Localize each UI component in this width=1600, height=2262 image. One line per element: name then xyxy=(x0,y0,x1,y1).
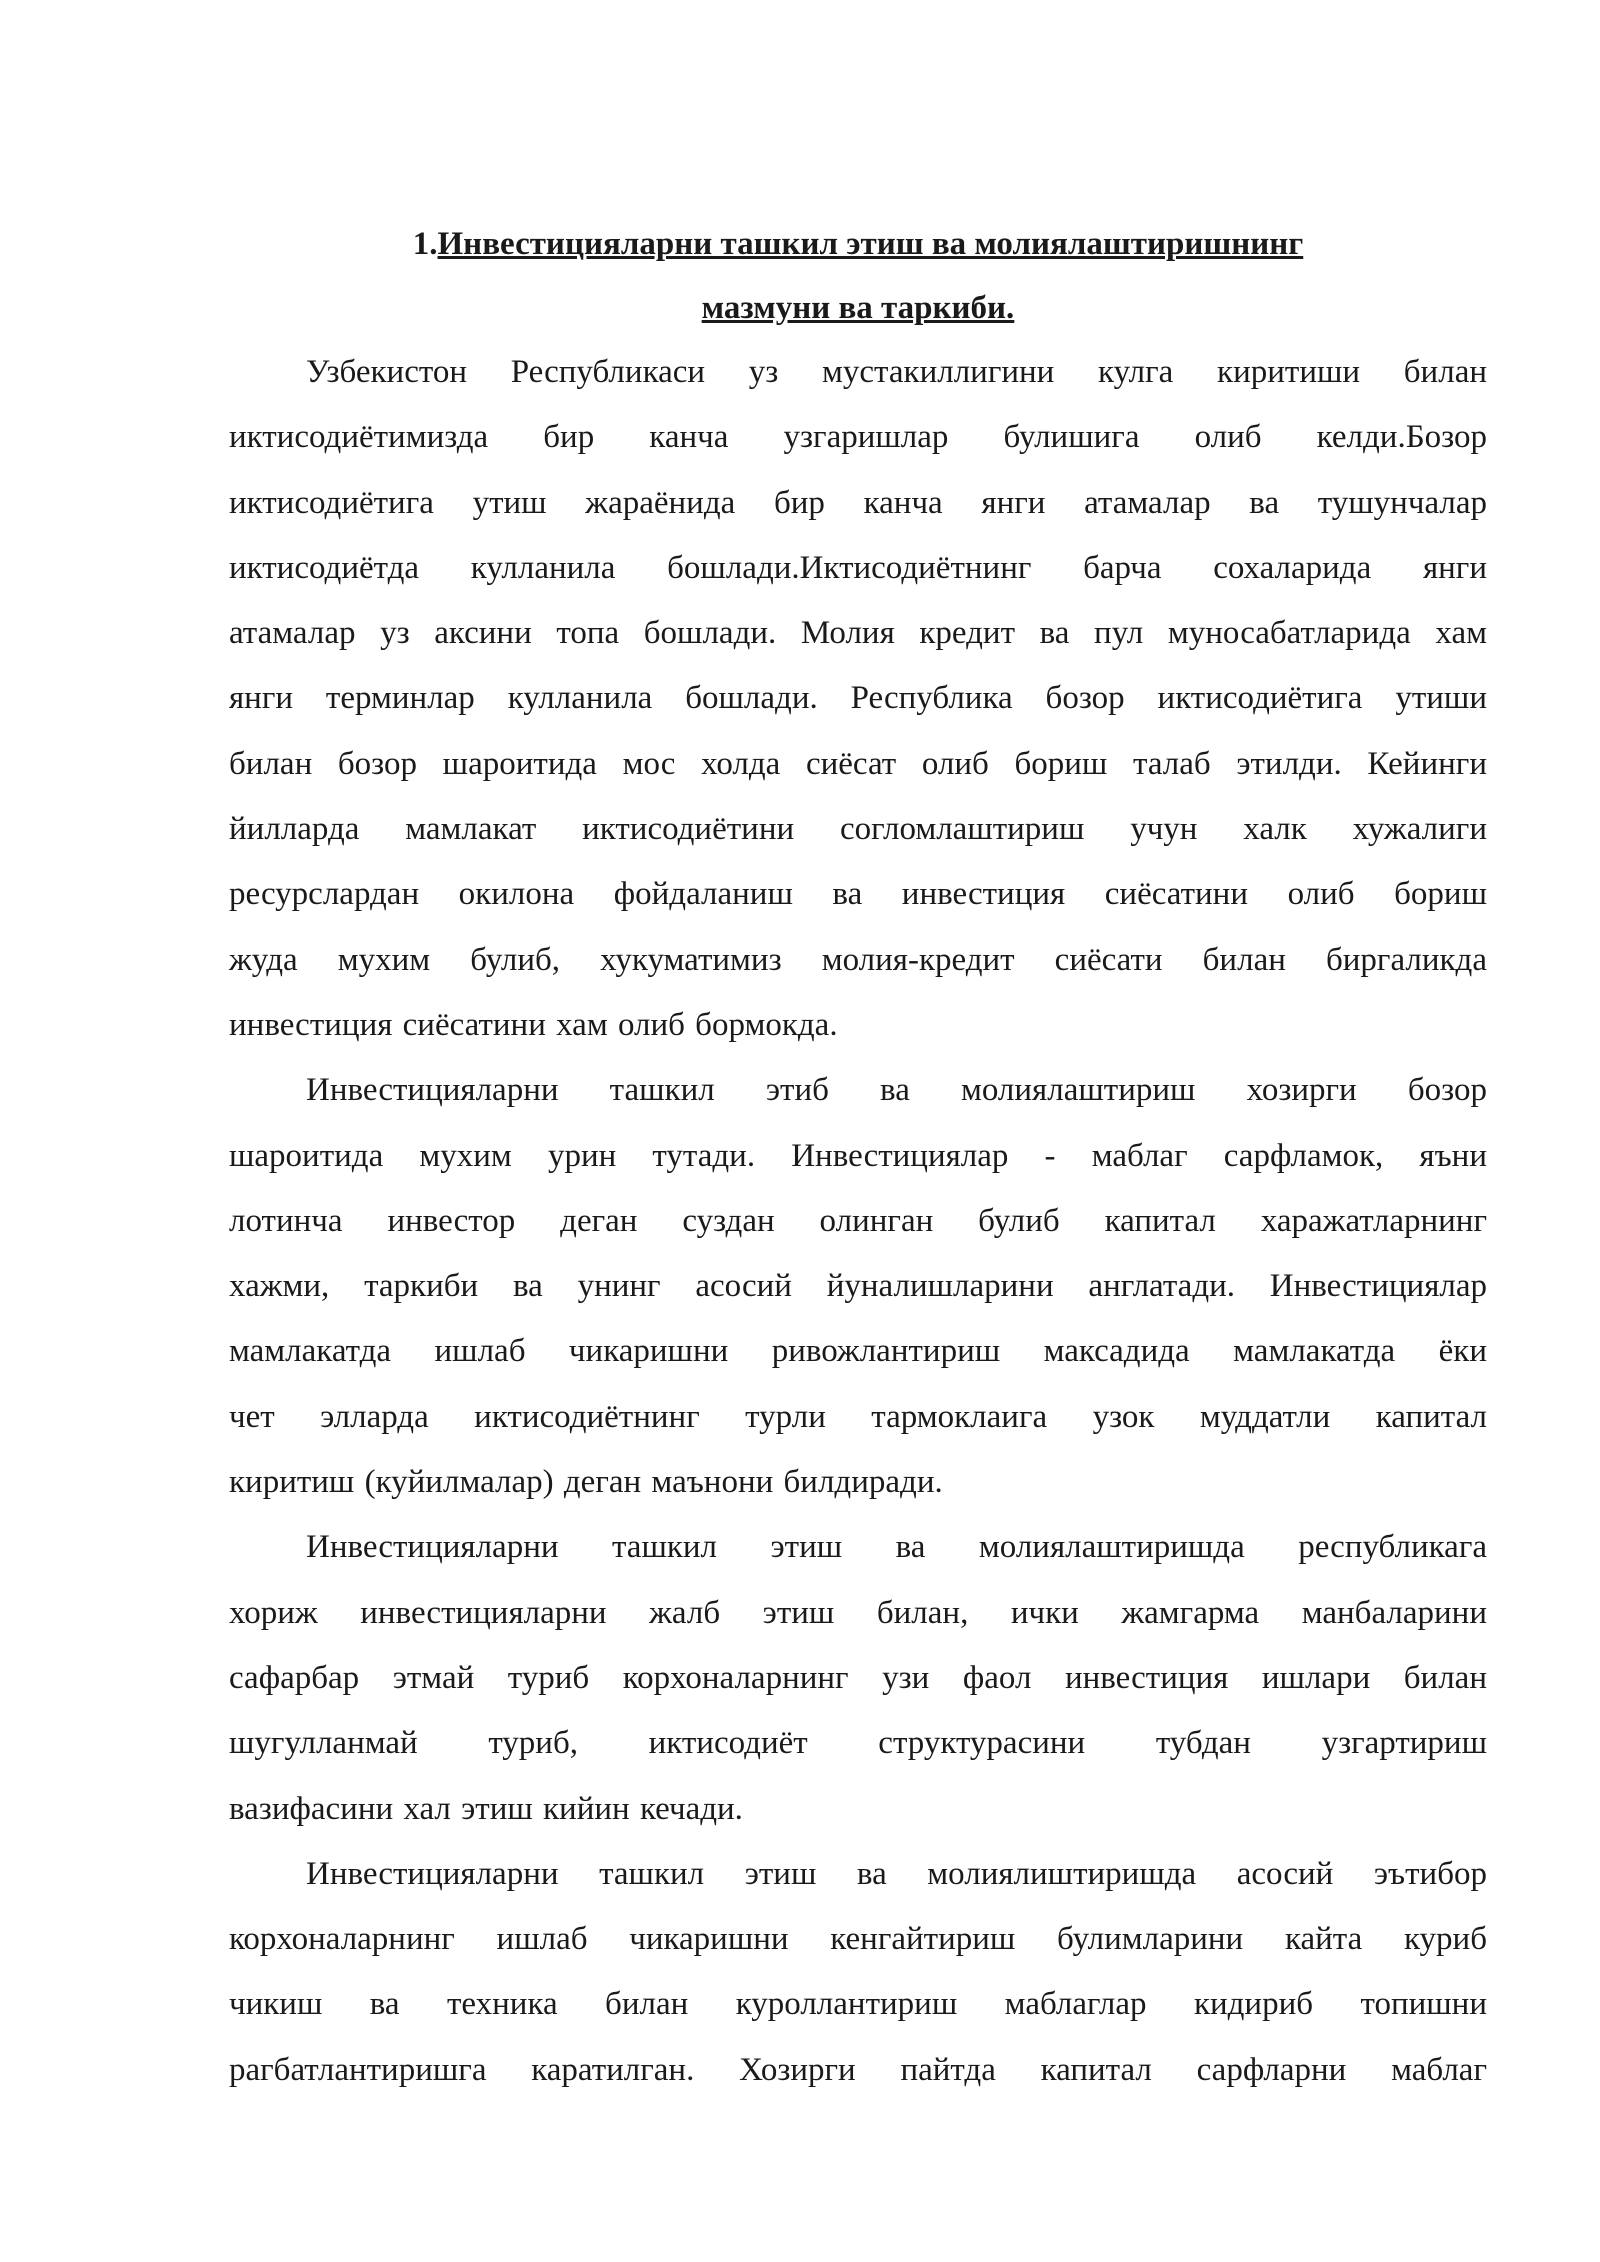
heading-line-1: Инвестицияларни ташкил этиш ва молиялаштиришнинг xyxy=(437,226,1304,262)
document-page xyxy=(229,212,1487,2103)
paragraph-line: атамалар уз аксини топа бошлади. Молия кредит ва пул муносабатларида хам xyxy=(229,615,1487,652)
paragraph-line: Узбекистон Республикаси уз мустакиллигини кулга киритиши билан xyxy=(306,354,1487,390)
paragraph-line: Инвестицияларни ташкил этиш ва молиялиштиришда асосий эътибор xyxy=(306,1855,1487,1892)
paragraph-line: иктисодиётига утиш жараёнида бир канча янги атамалар ва тушунчалар xyxy=(229,484,1487,521)
paragraph-line: Инвестицияларни ташкил этиш ва молиялаштиришда республикага xyxy=(306,1529,1487,1566)
paragraph-line: корхоналарнинг ишлаб чикаришни кенгайтириш булимларини кайта куриб xyxy=(229,1921,1487,1958)
paragraph xyxy=(229,1058,1487,1515)
paragraph-line: рагбатлантиришга каратилган. Хозирги пайтда капитал сарфларни маблаг xyxy=(229,2051,1487,2088)
heading-number: 1. xyxy=(412,226,438,262)
paragraph xyxy=(229,1842,1487,2103)
paragraph-line: киритиш (куйилмалар) деган маънони билдиради. xyxy=(229,1464,943,1501)
paragraph-line: жуда мухим булиб, хукуматимиз молия-кредит сиёсати билан биргаликда xyxy=(229,941,1487,978)
paragraph-line: иктисодиётимизда бир канча узгаришлар булишига олиб келди.Бозор xyxy=(229,419,1487,456)
paragraph-line: лотинча инвестор деган суздан олинган булиб капитал харажатларнинг xyxy=(229,1202,1487,1239)
body-text xyxy=(229,340,1487,2103)
paragraph-line: инвестиция сиёсатини хам олиб бормокда. xyxy=(229,1006,838,1043)
paragraph-line: йилларда мамлакат иктисодиётини согломлаштириш учун халк хужалиги xyxy=(229,811,1487,848)
paragraph-line: ресурслардан окилона фойдаланиш ва инвестиция сиёсатини олиб бориш xyxy=(229,876,1487,913)
paragraph-line: Инвестицияларни ташкил этиб ва молиялаштириш хозирги бозор xyxy=(306,1072,1487,1109)
section-heading xyxy=(229,212,1487,340)
paragraph xyxy=(229,1515,1487,1841)
paragraph-line: шугулланмай туриб, иктисодиёт структурасини тубдан узгартириш xyxy=(229,1725,1487,1762)
paragraph-line: хажми, таркиби ва унинг асосий йуналишларини англатади. Инвестициялар xyxy=(229,1268,1487,1305)
paragraph-line: иктисодиётда кулланила бошлади.Иктисодиётнинг барча сохаларида янги xyxy=(229,549,1487,586)
paragraph-line: сафарбар этмай туриб корхоналарнинг узи фаол инвестиция ишлари билан xyxy=(229,1659,1487,1696)
paragraph-line: вазифасини хал этиш кийин кечади. xyxy=(229,1790,743,1827)
paragraph-line: чет элларда иктисодиётнинг турли тармоклаига узок муддатли капитал xyxy=(229,1398,1487,1435)
paragraph-line: шароитида мухим урин тутади. Инвестициялар - маблаг сарфламок, яъни xyxy=(229,1137,1487,1174)
paragraph xyxy=(229,340,1487,1058)
paragraph-line: билан бозор шароитида мос холда сиёсат олиб бориш талаб этилди. Кейинги xyxy=(229,745,1487,782)
paragraph-line: хориж инвестицияларни жалб этиш билан, ички жамгарма манбаларини xyxy=(229,1594,1487,1631)
paragraph-line: янги терминлар кулланила бошлади. Республика бозор иктисодиётига утиши xyxy=(229,680,1487,717)
heading-line-2: мазмуни ва таркиби. xyxy=(701,290,1015,326)
paragraph-line: чикиш ва техника билан куроллантириш маблаглар кидириб топишни xyxy=(229,1986,1487,2023)
paragraph-line: мамлакатда ишлаб чикаришни ривожлантириш максадида мамлакатда ёки xyxy=(229,1333,1487,1370)
